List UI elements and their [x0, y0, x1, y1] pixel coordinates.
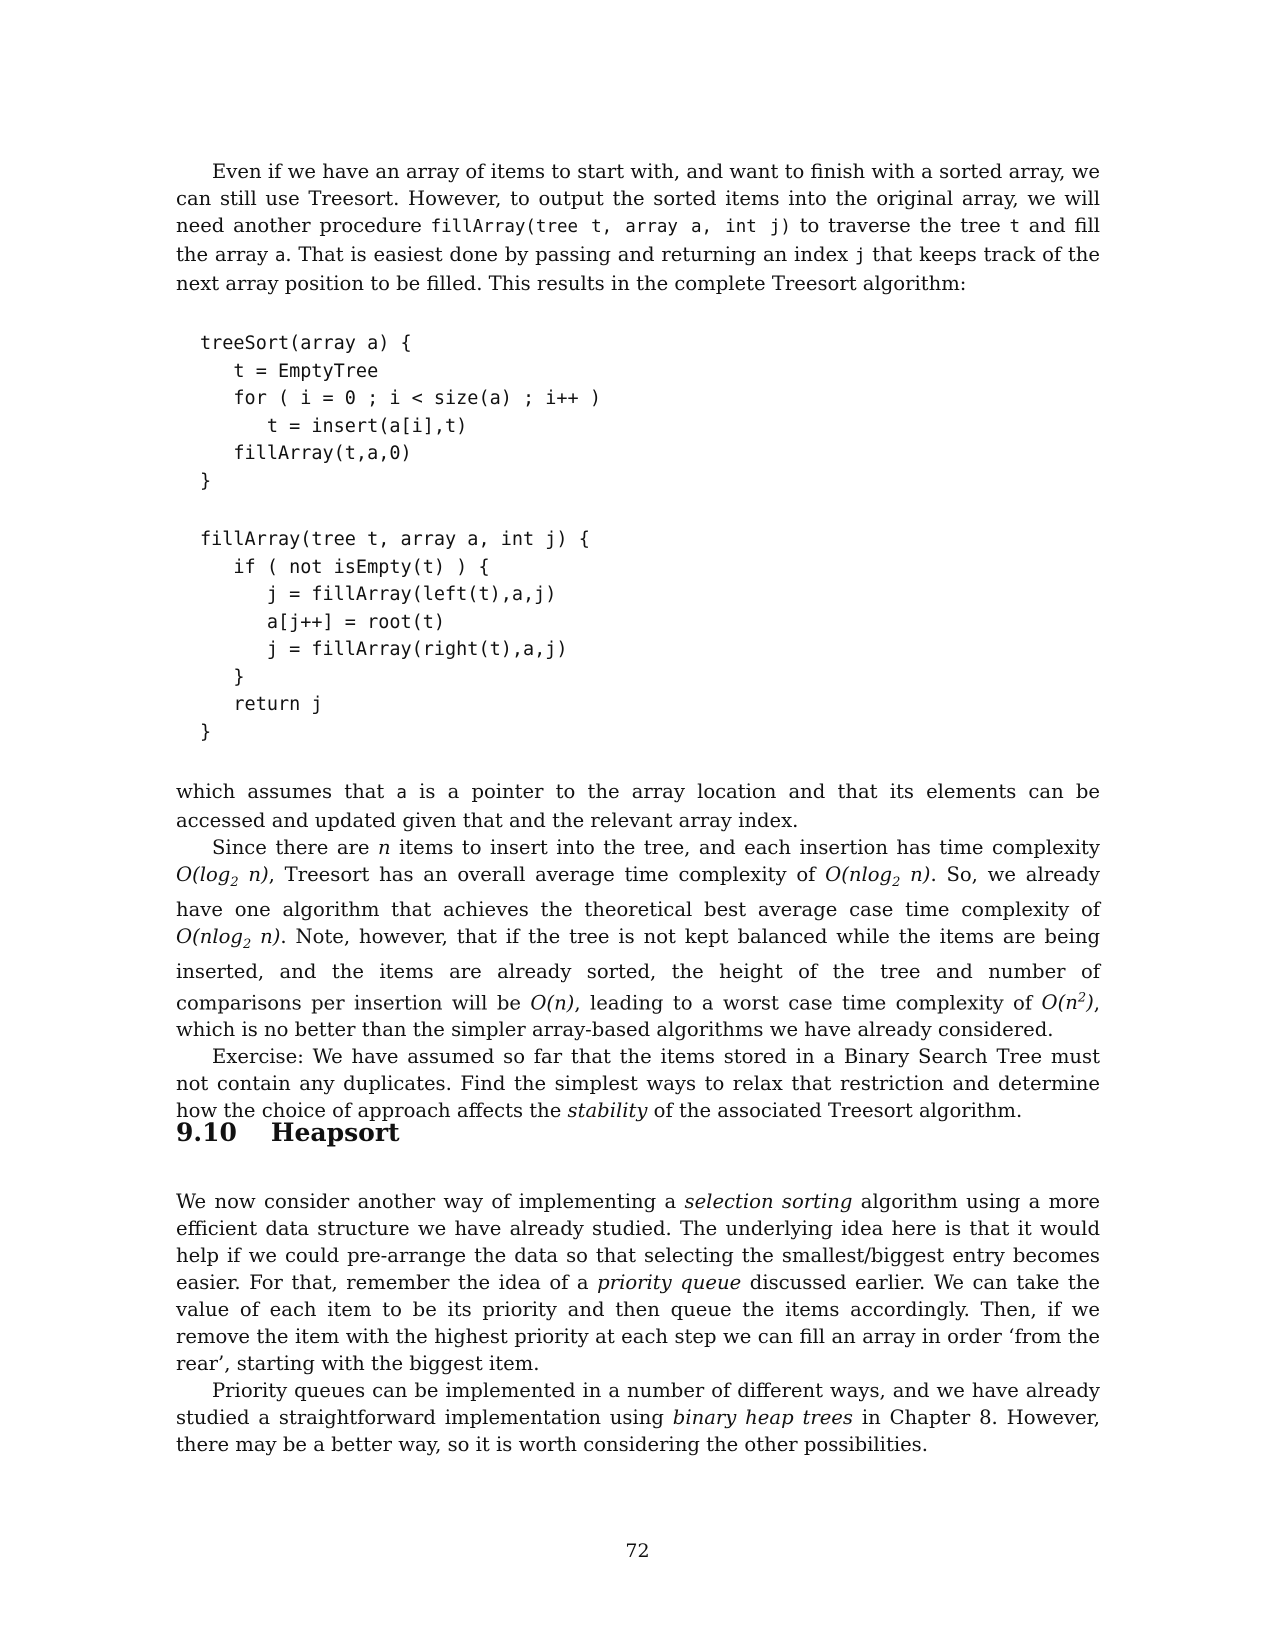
fillarray-code: fillArray(tree t, array a, int j) { if ( not isEmpty(t) ) { j = fillArray(left(t),a,j) a[j++] = root(t) j = fillArray(right(t),a,j) } return j }: [200, 529, 590, 743]
heapsort-paragraph-1: [176, 1188, 1100, 1377]
since-text-6: , leading to a worst case time complexity of: [574, 991, 1042, 1015]
math-o-nlog-n-2: [176, 924, 281, 952]
math-n-close-b: n): [900, 863, 931, 886]
intro-text-2: to traverse the tree: [790, 214, 1010, 237]
heapsort-text-1: We now consider another way of implementing a: [176, 1190, 685, 1213]
math-onlog-2: O(nlog: [176, 924, 243, 948]
math-o-log-n: [176, 863, 269, 890]
math-o-nlog-n: [825, 863, 931, 890]
math-sub-2: 2: [230, 874, 239, 890]
heapsort-text-4: Priority queues can be implemented in a number of different ways, and we have already studied a straightforward implementation using: [176, 1379, 1100, 1429]
section-title: Heapsort: [270, 1118, 400, 1147]
intro-paragraph: [176, 158, 1100, 297]
assumes-text-1: which assumes that: [176, 780, 397, 803]
since-text-7: , which is no better than the simpler array-based algorithms we have already considered.: [176, 991, 1100, 1042]
math-sup-2: 2: [1077, 990, 1087, 1006]
stability-emphasis: stability: [567, 1099, 648, 1123]
exercise-text-1: Exercise: We have assumed so far that the items stored in a Binary Search Tree must not contain any duplicates. Find the simplest ways to relax that restriction and determine how the choice of approach affects the: [176, 1045, 1100, 1123]
page-content: [176, 158, 1101, 1456]
fillarray-code-block: [200, 526, 590, 746]
intro-text-3: and fill the array: [176, 214, 1100, 266]
heapsort-text-2: algorithm using a more efficient data structure we have already studied. The underlying idea here is that it would help if we could pre-arrange the data so that selecting the smallest/biggest entry becomes easier. For that, remember the idea of a: [176, 1190, 1100, 1294]
math-o-n-squared: [1042, 991, 1094, 1014]
code-j: j: [854, 246, 866, 266]
code-a-ref: a: [396, 783, 407, 803]
since-text-4: . So, we already have one algorithm that achieves the theoretical best average case time complexity of: [176, 863, 1100, 921]
selection-sorting-emphasis: selection sorting: [684, 1190, 853, 1213]
complexity-paragraph: [176, 834, 1100, 1043]
after-code-text: [176, 778, 1100, 1124]
assumes-text-2: is a pointer to the array location and that its elements can be accessed and updated given that and the relevant array index.: [176, 780, 1100, 832]
heapsort-text-3: discussed earlier. We can take the value of each item to be its priority and then queue the items accordingly. Then, if we remove the item with the highest priority at each step we can fill an array in order ‘from the rear’, starting with the biggest item.: [176, 1271, 1100, 1375]
binary-heap-trees-emphasis: binary heap trees: [672, 1406, 853, 1429]
section-heading: [176, 1118, 400, 1147]
heapsort-paragraph-2: [176, 1377, 1100, 1458]
math-on2: O(n: [1041, 991, 1078, 1015]
math-sub-2b: 2: [892, 874, 901, 890]
heapsort-text-5: in Chapter 8. However, there may be a better way, so it is worth considering the other possibilities.: [176, 1406, 1100, 1456]
section-number: 9.10: [176, 1118, 237, 1147]
since-text-1: Since there are: [212, 836, 378, 859]
math-n: n: [377, 836, 391, 859]
since-text-3: , Treesort has an overall average time complexity of: [268, 863, 826, 886]
assumes-paragraph: [176, 778, 1100, 834]
intro-text-1: Even if we have an array of items to start with, and want to finish with a sorted array, we can still use Treesort. However, to output the sorted items into the original array, we will need another procedure: [176, 160, 1100, 237]
math-n-close: n): [238, 863, 269, 886]
math-sub-2c: 2: [242, 936, 252, 952]
section-body: [176, 1188, 1100, 1458]
intro-text-5: that keeps track of the next array position to be filled. This results in the complete Treesort algorithm:: [176, 243, 1100, 295]
priority-queue-emphasis: priority queue: [597, 1271, 742, 1294]
since-text-2: items to insert into the tree, and each insertion has time complexity: [390, 836, 1100, 859]
treesort-code-block: [200, 330, 601, 495]
math-close: ): [1086, 991, 1094, 1015]
code-a: a: [274, 246, 286, 266]
exercise-text-2: of the associated Treesort algorithm.: [647, 1099, 1023, 1123]
code-fillarray-signature: fillArray(tree t, array a, int j): [430, 217, 791, 237]
math-olog: O(log: [176, 863, 231, 886]
exercise-paragraph: [176, 1043, 1100, 1124]
math-n-close-c: n): [251, 924, 281, 948]
code-t: t: [1009, 217, 1021, 237]
intro-text-4: . That is easiest done by passing and returning an index: [285, 243, 855, 266]
math-onlog: O(nlog: [825, 863, 893, 886]
treesort-code: treeSort(array a) { t = EmptyTree for ( i = 0 ; i < size(a) ; i++ ) t = insert(a[i],t) fillArray(t,a,0) }: [200, 333, 601, 492]
since-text-5: . Note, however, that if the tree is not kept balanced while the items are being inserted, and the items are already sorted, the height of the tree and number of comparisons per insertion will be: [176, 924, 1101, 1015]
math-o-n: O(n): [530, 991, 575, 1015]
page-number: 72: [625, 1540, 650, 1562]
